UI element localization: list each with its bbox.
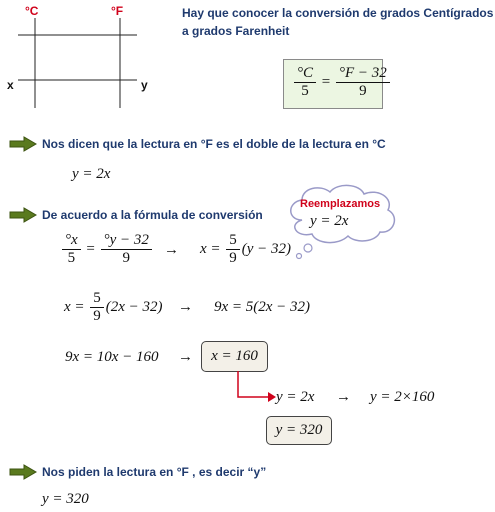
conversion-formula-box <box>283 59 387 109</box>
row2-num: 5 <box>90 290 104 308</box>
arrow-right-icon <box>10 137 36 151</box>
equation-y-2x <box>72 166 110 183</box>
row2-post: (2x − 32) <box>105 298 163 315</box>
diagram-lines <box>0 0 160 110</box>
formula-num-right: °F − 32 <box>338 65 387 81</box>
row3-eq-text: 9x = 10x − 160 <box>65 349 159 365</box>
intro-line-1: Hay que conocer la conversión de grados Centígrados <box>182 6 494 20</box>
arrow-right-icon <box>10 465 36 479</box>
eq1-text: y = 2x <box>72 166 111 182</box>
row2-equation <box>64 290 163 325</box>
diagram-label-f: °F <box>111 4 124 18</box>
row1-left-den: 5 <box>67 250 76 266</box>
cloud-expr-text: y = 2x <box>310 213 349 229</box>
cloud-title: Reemplazamos <box>300 198 381 210</box>
row1-right-num: °y − 32 <box>103 232 149 248</box>
formula-den-left: 5 <box>301 83 309 99</box>
formula-frac-f <box>336 65 390 100</box>
result-box-y <box>266 416 332 445</box>
row2-result <box>214 299 310 316</box>
row3-box-text: x = 160 <box>211 348 258 364</box>
diagram-label-c: °C <box>25 4 39 18</box>
row4-arrow: → <box>336 389 351 405</box>
row4-left <box>276 389 314 406</box>
diagram-label-y: y <box>141 78 148 92</box>
cloud-expression <box>310 213 348 230</box>
arrow-right-icon <box>10 208 36 222</box>
row1-result <box>200 232 291 267</box>
row1-arrow: → <box>164 242 179 258</box>
row2-res-text: 9x = 5(2x − 32) <box>214 299 311 315</box>
row1-res-pre: x = <box>200 240 221 257</box>
row3-equation <box>65 349 159 366</box>
row1-res-post: (y − 32) <box>241 240 292 257</box>
row2-pre: x = <box>64 298 85 315</box>
row4-right <box>370 389 434 406</box>
row1-equation: $\frac{^\circ x}{5}$ = $\frac{^\circ y - 32}{9}$ <box>60 232 154 267</box>
formula-frac-c <box>294 65 316 100</box>
row5-box-text: y = 320 <box>275 422 323 438</box>
row1-left-num: °x <box>65 232 78 248</box>
formula-den-right: 9 <box>359 83 367 99</box>
row2-arrow: → <box>178 299 193 315</box>
row4-right-text: y = 2×160 <box>370 389 435 405</box>
row1-res-num: 5 <box>226 232 240 250</box>
diagram-label-x: x <box>7 78 14 92</box>
connector-arrow-icon <box>236 371 276 411</box>
intro-line-2: a grados Farenheit <box>182 24 290 38</box>
row1-right-den: 9 <box>122 250 131 266</box>
formula-num-left: °C <box>297 65 314 81</box>
result-box-x <box>201 341 268 372</box>
formula-equals: = <box>321 73 331 90</box>
row3-arrow: → <box>178 349 193 365</box>
bullet-3-text: Nos piden la lectura en °F , es decir “y” <box>42 465 267 479</box>
final-text: y = 320 <box>42 491 89 507</box>
thermometer-diagram <box>0 0 160 110</box>
row2-den: 9 <box>93 308 101 324</box>
bullet-2-text: De acuerdo a la fórmula de conversión <box>42 208 263 222</box>
final-answer <box>42 491 89 508</box>
row1-res-den: 9 <box>229 250 237 266</box>
bullet-1-text: Nos dicen que la lectura en °F es el doble de la lectura en °C <box>42 137 386 151</box>
row4-left-text: y = 2x <box>276 389 315 405</box>
